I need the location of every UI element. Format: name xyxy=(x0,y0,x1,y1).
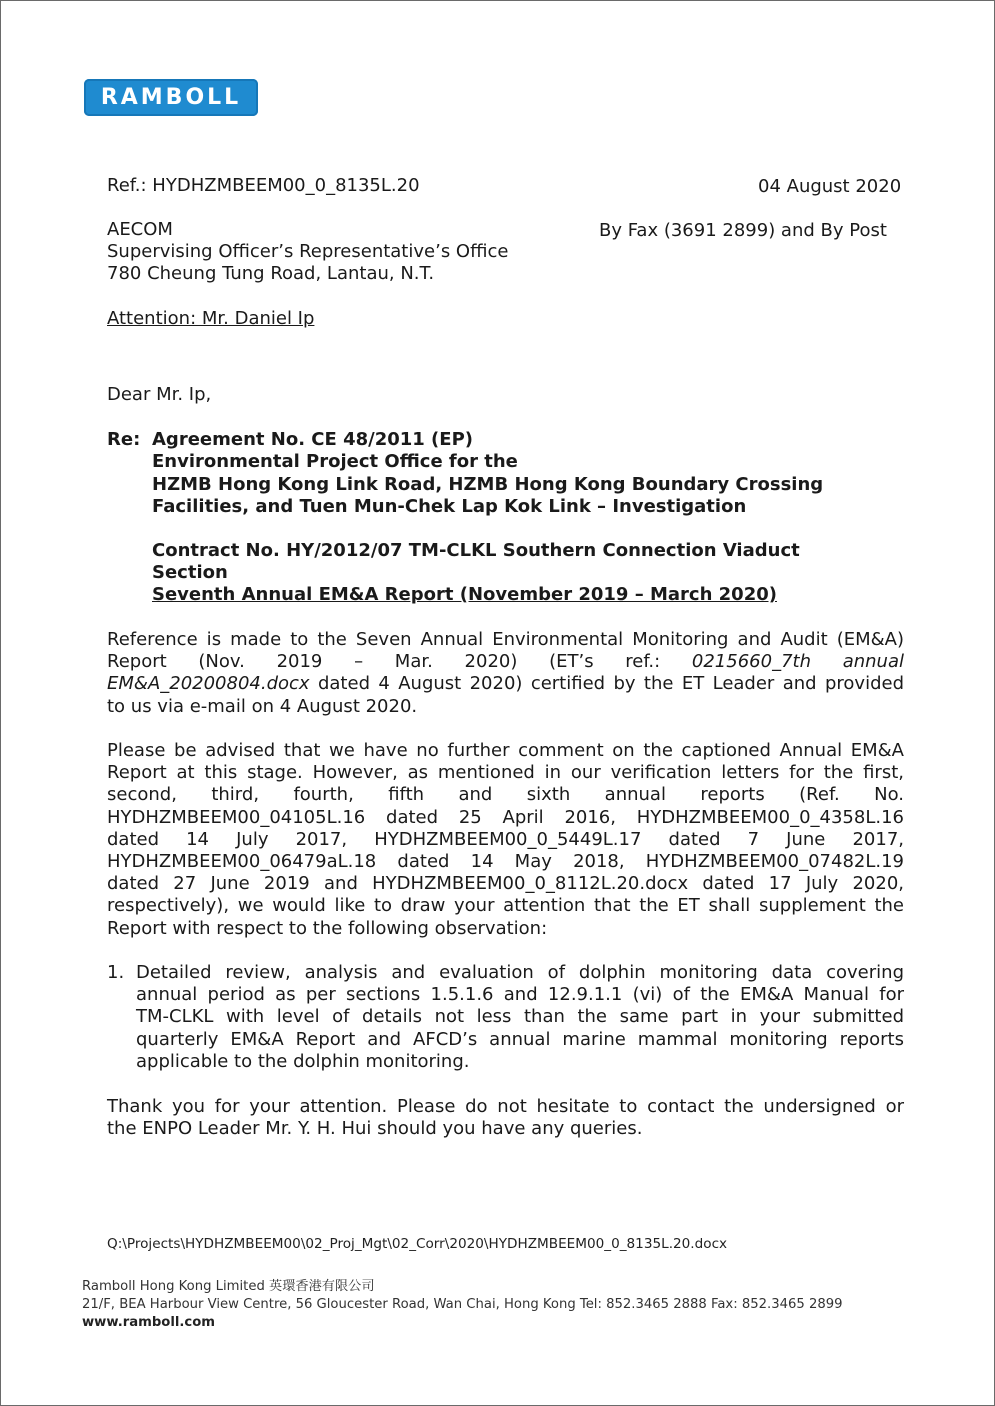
reference-number: Ref.: HYDHZMBEEM00_0_8135L.20 xyxy=(107,175,420,196)
delivery-method: By Fax (3691 2899) and By Post xyxy=(599,220,887,241)
re-project-title-1: HZMB Hong Kong Link Road, HZMB Hong Kong Boundary Crossing xyxy=(152,474,824,495)
re-project-office: Environmental Project Office for the xyxy=(152,451,518,472)
letter-date: 04 August 2020 xyxy=(758,176,902,197)
footer-address: 21/F, BEA Harbour View Centre, 56 Gloucester Road, Wan Chai, Hong Kong Tel: 852.3465 2888 Fax: 852.3465 2899 xyxy=(82,1297,843,1312)
salutation: Dear Mr. Ip, xyxy=(107,384,212,405)
footer-website[interactable]: www.ramboll.com xyxy=(82,1315,216,1330)
re-contract-section: Section xyxy=(152,562,228,583)
attention-line: Attention: Mr. Daniel Ip xyxy=(107,308,315,329)
closing-paragraph: Thank you for your attention. Please do not hesitate to contact the undersigned or the ENPO Leader Mr. Y. H. Hui should you have any queries. xyxy=(107,1096,904,1140)
paragraph-advice: Please be advised that we have no further comment on the captioned Annual EM&A Report at this stage. However, as mentioned in our verification letters for the first, second, third, fourth, fifth and sixth annual reports (Ref. No. HYDHZMBEEM00_04105L.16 dated 25 April 2016, HYDHZMBEEM00_0_4358L.16 dated 14 July 2017, HYDHZMBEEM00_0_5449L.17 dated 7 June 2017, HYDHZMBEEM00_06479aL.18 dated 14 May 2018, HYDHZMBEEM00_07482L.19 dated 27 June 2019 and HYDHZMBEEM00_0_8112L.20.docx dated 17 July 2020, respectively), we would like to draw your attention that the ET shall supplement the Report with respect to the following observation: xyxy=(107,740,904,939)
list-item-observation: Detailed review, analysis and evaluation of dolphin monitoring data covering annual period as per sections 1.5.1.6 and 12.9.1.1 (vi) of the EM&A Manual for TM-CLKL with level of details not less than the same part in your submitted quarterly EM&A Report and AFCD’s annual marine mammal monitoring reports applicable to the dolphin monitoring. xyxy=(136,962,904,1072)
re-agreement: Agreement No. CE 48/2011 (EP) xyxy=(152,429,473,450)
recipient-address: 780 Cheung Tung Road, Lantau, N.T. xyxy=(107,263,435,284)
recipient-company: AECOM xyxy=(107,219,173,240)
re-label: Re: xyxy=(107,429,141,450)
list-item-number: 1. xyxy=(107,962,125,983)
file-path: Q:\Projects\HYDHZMBEEM00\02_Proj_Mgt\02_Corr\2020\HYDHZMBEEM00_0_8135L.20.docx xyxy=(107,1236,728,1252)
footer-company: Ramboll Hong Kong Limited 英環香港有限公司 xyxy=(82,1279,375,1294)
recipient-office: Supervising Officer’s Representative’s Office xyxy=(107,241,509,262)
paragraph-reference: Reference is made to the Seven Annual Environmental Monitoring and Audit (EM&A) Report (Nov. 2019 – Mar. 2020) (ET’s ref.: 0215660_7th annual EM&A_20200804.docx dated 4 August 2020) certified by the ET Leader and provided to us via e-mail on 4 August 2020. xyxy=(107,629,904,717)
re-report-title: Seventh Annual EM&A Report (November 2019 – March 2020) xyxy=(152,584,777,605)
ramboll-logo: RAMBOLL xyxy=(84,79,258,116)
re-contract: Contract No. HY/2012/07 TM-CLKL Southern Connection Viaduct xyxy=(152,540,800,561)
re-project-title-2: Facilities, and Tuen Mun-Chek Lap Kok Link – Investigation xyxy=(152,496,747,517)
